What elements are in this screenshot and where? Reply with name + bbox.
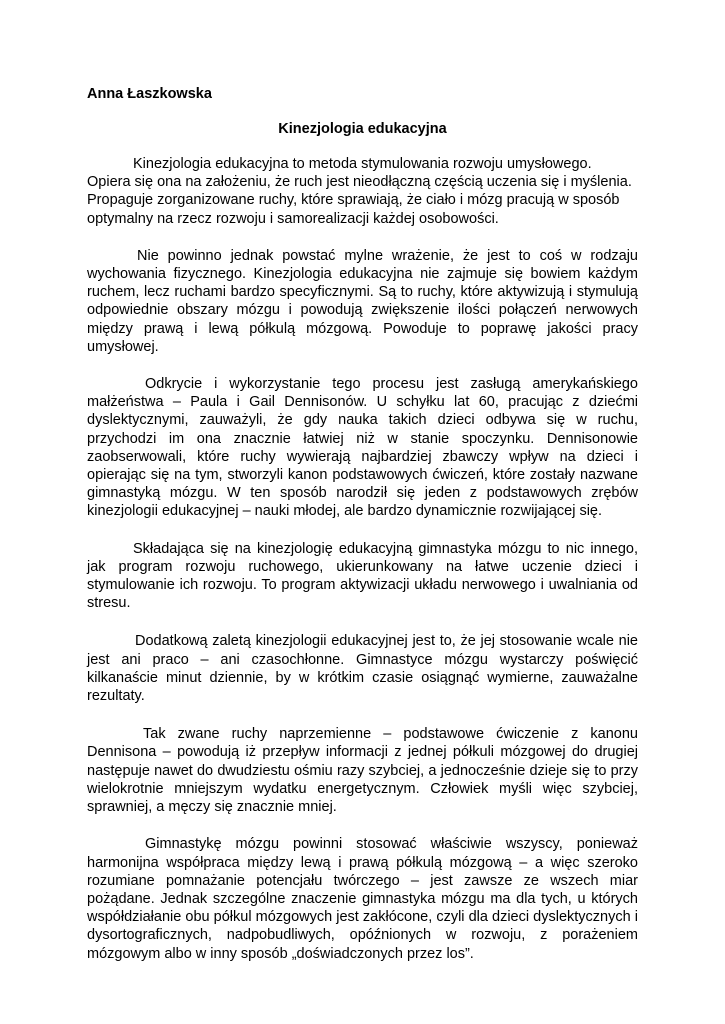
author-name: Anna Łaszkowska — [87, 86, 212, 102]
paragraph-1: Kinezjologia edukacyjna to metoda stymulowania rozwoju umysłowego. Opiera się ona na założeniu, że ruch jest nieodłączną częścią uczenia się i myślenia. Propaguje zorganizowane ruchy, które sprawiają, że ciało i mózg pracują w sposób optymalny na rzecz rozwoju i samorealizacji każdej osobowości. — [87, 156, 632, 227]
paragraph-7: Gimnastykę mózgu powinni stosować właściwie wszyscy, ponieważ harmonijna współpraca między lewą i prawą półkulą mózgową – a więc szeroko rozumiane pomnażanie potencjału twórczego – jest zawsze ze wszech miar pożądane. Jednak szczególne znaczenie gimnastyka mózgu ma dla tych, u których współdziałanie obu półkul mózgowych jest zakłócone, czyli dla dzieci dyslektycznych i dysortograficznych, nadpobudliwych, opóźnionych w rozwoju, z porażeniem mózgowym albo w inny sposób „doświadczonych przez los”. — [87, 836, 638, 962]
document-title: Kinezjologia edukacyjna — [278, 121, 447, 137]
paragraph-2: Nie powinno jednak powstać mylne wrażenie, że jest to coś w rodzaju wychowania fizycznego. Kinezjologia edukacyjna nie zajmuje się bowiem każdym ruchem, lecz ruchami bardzo specyficznymi. Są to ruchy, które aktywizują i stymulują odpowiednie obszary mózgu i powodują zwiększenie ilości połączeń nerwowych między prawą i lewą półkulą mózgową. Powoduje to poprawę jakości pracy umysłowej. — [87, 247, 638, 355]
paragraph-4: Składająca się na kinezjologię edukacyjną gimnastyka mózgu to nic innego, jak program rozwoju ruchowego, ukierunkowany na łatwe uczenie dzieci i stymulowanie ich rozwoju. To program aktywizacji układu nerwowego i uwalniania od stresu. — [87, 540, 638, 612]
paragraph-3: Odkrycie i wykorzystanie tego procesu jest zasługą amerykańskiego małżeństwa – Paula i Gail Dennisonów. U schyłku lat 60, pracując z dziećmi dyslektycznymi, zauważyli, że gdy nauka takich dzieci odbywa się w ruchu, przychodzi im ona znacznie łatwiej niż w stanie spoczynku. Dennisonowie zaobserwowali, które ruchy wywierają najbardziej zbawczy wpływ na dzieci i opierając się na tym, stworzyli kanon podstawowych ćwiczeń, które zostały nazwane gimnastyką mózgu. W ten sposób narodził się jeden z podstawowych zrębów kinezjologii edukacyjnej – nauki młodej, ale bardzo dynamicznie rozwijającej się. — [87, 376, 638, 520]
paragraph-6: Tak zwane ruchy naprzemienne – podstawowe ćwiczenie z kanonu Dennisona – powodują iż przepływ informacji z jednej półkuli mózgowej do drugiej następuje nawet do dwudziestu ośmiu razy szybciej, a jednocześnie dzieje się to przy wielokrotnie mniejszym wydatku energetycznym. Człowiek myśli więc szybciej, sprawniej, a męczy się znacznie mniej. — [87, 726, 638, 816]
paragraph-5: Dodatkową zaletą kinezjologii edukacyjnej jest to, że jej stosowanie wcale nie jest ani praco – ani czasochłonne. Gimnastyce mózgu wystarczy poświęcić kilkanaście minut dziennie, by w krótkim czasie osiągnąć wymierne, zauważalne rezultaty. — [87, 633, 638, 705]
